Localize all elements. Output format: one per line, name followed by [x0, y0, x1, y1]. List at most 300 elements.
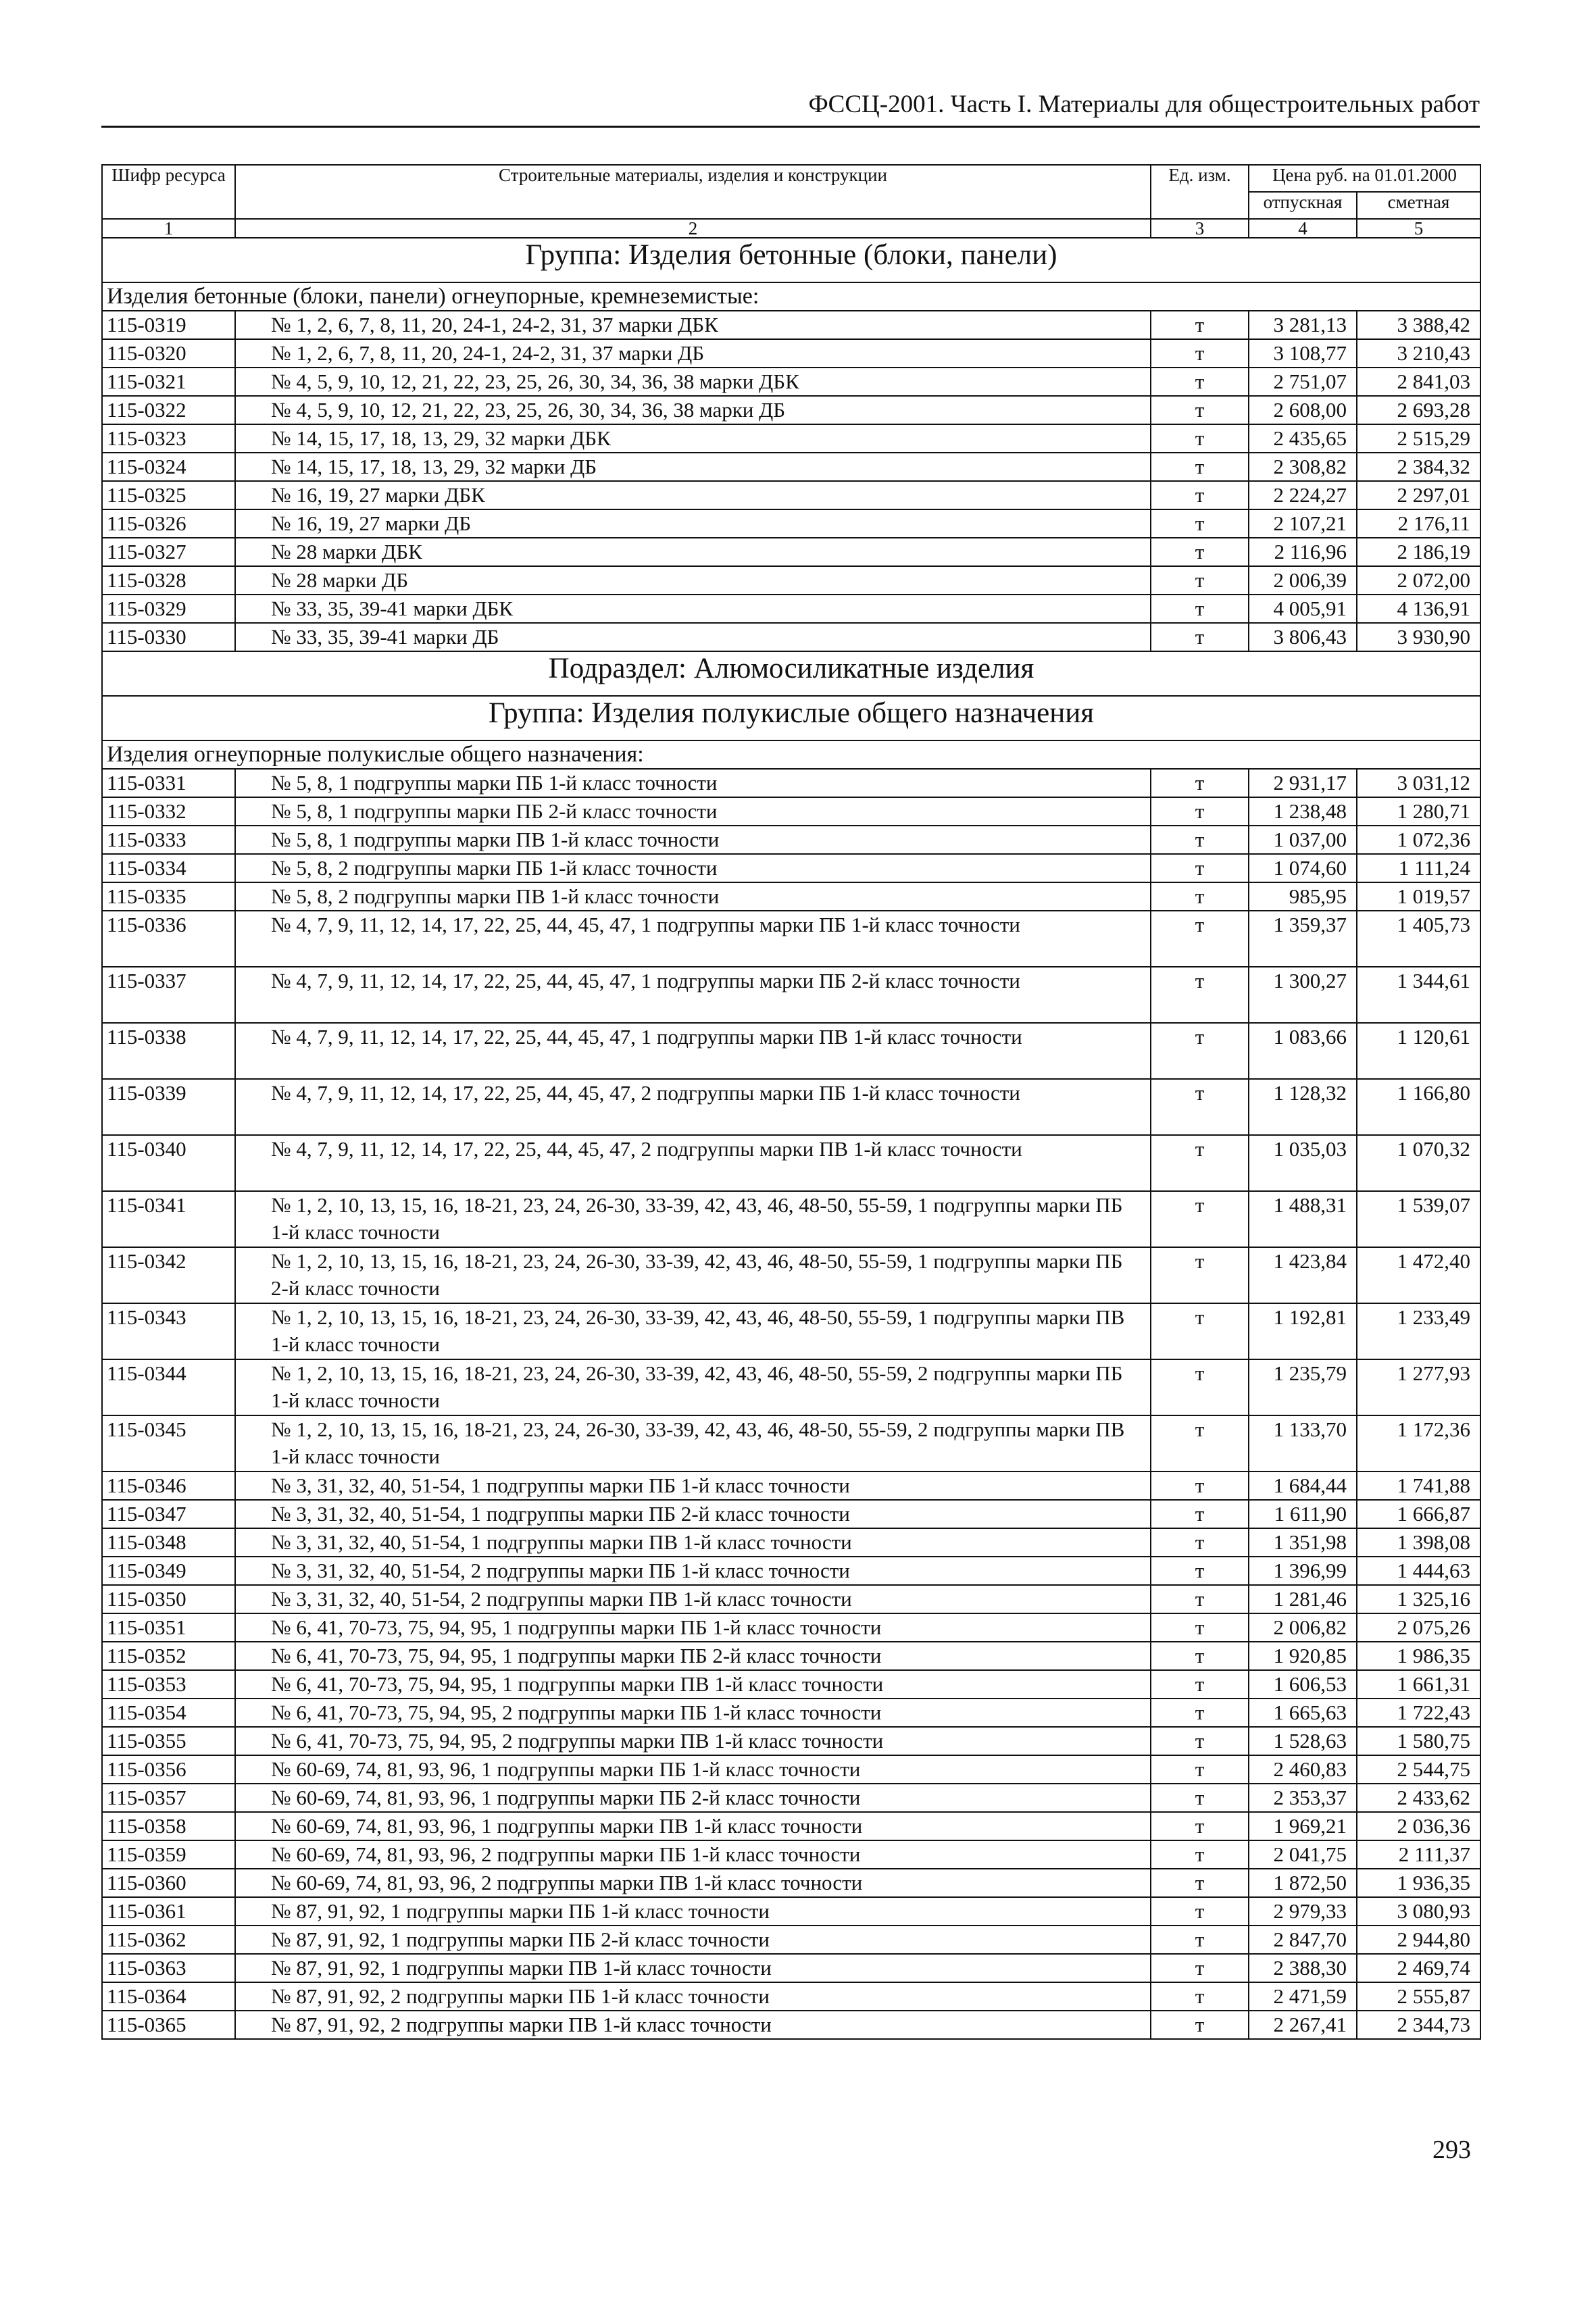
section2-head: [102, 651, 1480, 769]
resource-code: 115-0326: [102, 509, 235, 538]
resource-code: 115-0334: [102, 854, 235, 882]
material-name: № 4, 7, 9, 11, 12, 14, 17, 22, 25, 44, 45, 47, 1 подгруппы марки ПБ 1-й класс точности: [235, 911, 1151, 967]
estimate-price: 1 580,75: [1357, 1727, 1480, 1755]
estimate-price: 2 186,19: [1357, 538, 1480, 566]
header-rule: [101, 126, 1480, 128]
wholesale-price: 1 423,84: [1249, 1247, 1357, 1303]
material-name: № 60-69, 74, 81, 93, 96, 1 подгруппы марки ПБ 1-й класс точности: [235, 1755, 1151, 1784]
table-row: [102, 311, 1480, 339]
table-row: [102, 1926, 1480, 1954]
estimate-price: 2 384,32: [1357, 453, 1480, 481]
group-title-row: [102, 238, 1480, 282]
estimate-price: 2 176,11: [1357, 509, 1480, 538]
resource-code: 115-0346: [102, 1472, 235, 1500]
wholesale-price: 1 192,81: [1249, 1303, 1357, 1359]
material-name: № 4, 5, 9, 10, 12, 21, 22, 23, 25, 26, 30, 34, 36, 38 марки ДБ: [235, 396, 1151, 424]
resource-code: 115-0362: [102, 1926, 235, 1954]
estimate-price: 1 666,87: [1357, 1500, 1480, 1528]
material-name: № 16, 19, 27 марки ДБ: [235, 509, 1151, 538]
estimate-price: 2 555,87: [1357, 1982, 1480, 2011]
unit-cell: т: [1151, 1642, 1249, 1670]
resource-code: 115-0329: [102, 595, 235, 623]
table-row: [102, 1079, 1480, 1135]
unit-cell: т: [1151, 1079, 1249, 1135]
material-name: № 1, 2, 10, 13, 15, 16, 18-21, 23, 24, 26-30, 33-39, 42, 43, 46, 48-50, 55-59, 1 подгруппы марки ПБ 2-й класс точности: [235, 1247, 1151, 1303]
material-name: № 60-69, 74, 81, 93, 96, 1 подгруппы марки ПВ 1-й класс точности: [235, 1812, 1151, 1840]
running-header: ФССЦ-2001. Часть I. Материалы для общестроительных работ: [808, 91, 1480, 118]
wholesale-price: 1 074,60: [1249, 854, 1357, 882]
material-name: № 60-69, 74, 81, 93, 96, 1 подгруппы марки ПБ 2-й класс точности: [235, 1784, 1151, 1812]
subsection-title-row: [102, 651, 1480, 696]
resource-code: 115-0345: [102, 1415, 235, 1472]
wholesale-price: 2 931,17: [1249, 769, 1357, 797]
wholesale-price: 985,95: [1249, 882, 1357, 911]
table-row: [102, 1191, 1480, 1247]
estimate-price: 2 469,74: [1357, 1954, 1480, 1982]
column-number: 4: [1249, 219, 1357, 238]
wholesale-price: 1 684,44: [1249, 1472, 1357, 1500]
wholesale-price: 2 435,65: [1249, 424, 1357, 453]
wholesale-price: 2 006,82: [1249, 1613, 1357, 1642]
unit-cell: т: [1151, 1982, 1249, 2011]
section2-rows: [102, 769, 1480, 2039]
wholesale-price: 2 224,27: [1249, 481, 1357, 509]
table-row: [102, 424, 1480, 453]
unit-cell: т: [1151, 424, 1249, 453]
wholesale-price: 1 351,98: [1249, 1528, 1357, 1557]
material-name: № 1, 2, 10, 13, 15, 16, 18-21, 23, 24, 26-30, 33-39, 42, 43, 46, 48-50, 55-59, 2 подгруппы марки ПВ 1-й класс точности: [235, 1415, 1151, 1472]
table-row: [102, 1670, 1480, 1699]
unit-cell: т: [1151, 1557, 1249, 1585]
material-name: № 1, 2, 6, 7, 8, 11, 20, 24-1, 24-2, 31, 37 марки ДБ: [235, 339, 1151, 368]
resource-code: 115-0365: [102, 2011, 235, 2039]
unit-cell: т: [1151, 1135, 1249, 1191]
wholesale-price: 2 847,70: [1249, 1926, 1357, 1954]
estimate-price: 2 944,80: [1357, 1926, 1480, 1954]
material-name: № 60-69, 74, 81, 93, 96, 2 подгруппы марки ПБ 1-й класс точности: [235, 1840, 1151, 1869]
material-name: № 87, 91, 92, 2 подгруппы марки ПБ 1-й класс точности: [235, 1982, 1151, 2011]
unit-cell: т: [1151, 1670, 1249, 1699]
resource-code: 115-0349: [102, 1557, 235, 1585]
table-row: [102, 595, 1480, 623]
subsection-title: Подраздел: Алюмосиликатные изделия: [102, 651, 1480, 696]
resource-code: 115-0363: [102, 1954, 235, 1982]
material-name: № 87, 91, 92, 2 подгруппы марки ПВ 1-й класс точности: [235, 2011, 1151, 2039]
material-name: № 14, 15, 17, 18, 13, 29, 32 марки ДБ: [235, 453, 1151, 481]
column-number: 5: [1357, 219, 1480, 238]
material-name: № 4, 7, 9, 11, 12, 14, 17, 22, 25, 44, 45, 47, 1 подгруппы марки ПБ 2-й класс точности: [235, 967, 1151, 1023]
estimate-price: 3 080,93: [1357, 1897, 1480, 1926]
unit-cell: т: [1151, 1415, 1249, 1472]
unit-cell: т: [1151, 1812, 1249, 1840]
unit-cell: т: [1151, 1191, 1249, 1247]
wholesale-price: 1 488,31: [1249, 1191, 1357, 1247]
table-row: [102, 453, 1480, 481]
resource-code: 115-0330: [102, 623, 235, 651]
group-title: Группа: Изделия полукислые общего назначения: [102, 696, 1480, 740]
resource-code: 115-0358: [102, 1812, 235, 1840]
wholesale-price: 3 281,13: [1249, 311, 1357, 339]
estimate-price: 1 539,07: [1357, 1191, 1480, 1247]
material-name: № 87, 91, 92, 1 подгруппы марки ПВ 1-й класс точности: [235, 1954, 1151, 1982]
resource-code: 115-0354: [102, 1699, 235, 1727]
resource-code: 115-0364: [102, 1982, 235, 2011]
table-row: [102, 339, 1480, 368]
table-row: [102, 1840, 1480, 1869]
estimate-price: 1 019,57: [1357, 882, 1480, 911]
wholesale-price: 2 041,75: [1249, 1840, 1357, 1869]
wholesale-price: 1 665,63: [1249, 1699, 1357, 1727]
material-name: № 6, 41, 70-73, 75, 94, 95, 1 подгруппы марки ПБ 1-й класс точности: [235, 1613, 1151, 1642]
wholesale-price: 1 969,21: [1249, 1812, 1357, 1840]
material-name: № 5, 8, 1 подгруппы марки ПБ 2-й класс точности: [235, 797, 1151, 826]
material-name: № 1, 2, 6, 7, 8, 11, 20, 24-1, 24-2, 31, 37 марки ДБК: [235, 311, 1151, 339]
header-wholesale: отпускная: [1249, 192, 1357, 219]
material-name: № 3, 31, 32, 40, 51-54, 1 подгруппы марки ПБ 1-й класс точности: [235, 1472, 1151, 1500]
unit-cell: т: [1151, 481, 1249, 509]
unit-cell: т: [1151, 1247, 1249, 1303]
estimate-price: 1 166,80: [1357, 1079, 1480, 1135]
material-name: № 6, 41, 70-73, 75, 94, 95, 1 подгруппы марки ПВ 1-й класс точности: [235, 1670, 1151, 1699]
subtitle-row: [102, 740, 1480, 769]
material-name: № 6, 41, 70-73, 75, 94, 95, 2 подгруппы марки ПВ 1-й класс точности: [235, 1727, 1151, 1755]
unit-cell: т: [1151, 311, 1249, 339]
estimate-price: 1 444,63: [1357, 1557, 1480, 1585]
material-name: № 33, 35, 39-41 марки ДБК: [235, 595, 1151, 623]
table-row: [102, 1415, 1480, 1472]
table-row: [102, 1359, 1480, 1415]
estimate-price: 2 693,28: [1357, 396, 1480, 424]
estimate-price: 1 111,24: [1357, 854, 1480, 882]
estimate-price: 3 210,43: [1357, 339, 1480, 368]
table-row: [102, 1472, 1480, 1500]
wholesale-price: 1 872,50: [1249, 1869, 1357, 1897]
resource-code: 115-0353: [102, 1670, 235, 1699]
unit-cell: т: [1151, 1840, 1249, 1869]
resource-code: 115-0325: [102, 481, 235, 509]
table-row: [102, 797, 1480, 826]
group-title: Группа: Изделия бетонные (блоки, панели): [102, 238, 1480, 282]
wholesale-price: 2 608,00: [1249, 396, 1357, 424]
unit-cell: т: [1151, 882, 1249, 911]
unit-cell: т: [1151, 396, 1249, 424]
table-row: [102, 509, 1480, 538]
resource-code: 115-0351: [102, 1613, 235, 1642]
resource-code: 115-0337: [102, 967, 235, 1023]
wholesale-price: 1 606,53: [1249, 1670, 1357, 1699]
table-row: [102, 1247, 1480, 1303]
unit-cell: т: [1151, 538, 1249, 566]
resource-code: 115-0338: [102, 1023, 235, 1079]
wholesale-price: 1 300,27: [1249, 967, 1357, 1023]
column-number: 3: [1151, 219, 1249, 238]
wholesale-price: 2 460,83: [1249, 1755, 1357, 1784]
material-name: № 3, 31, 32, 40, 51-54, 2 подгруппы марки ПБ 1-й класс точности: [235, 1557, 1151, 1585]
resource-code: 115-0339: [102, 1079, 235, 1135]
estimate-price: 1 405,73: [1357, 911, 1480, 967]
estimate-price: 1 280,71: [1357, 797, 1480, 826]
header-name: Строительные материалы, изделия и конструкции: [235, 165, 1151, 219]
unit-cell: т: [1151, 1613, 1249, 1642]
estimate-price: 1 344,61: [1357, 967, 1480, 1023]
estimate-price: 1 986,35: [1357, 1642, 1480, 1670]
wholesale-price: 1 128,32: [1249, 1079, 1357, 1135]
table-row: [102, 1727, 1480, 1755]
resource-code: 115-0350: [102, 1585, 235, 1613]
unit-cell: т: [1151, 566, 1249, 595]
wholesale-price: 2 353,37: [1249, 1784, 1357, 1812]
table-row: [102, 1023, 1480, 1079]
estimate-price: 3 031,12: [1357, 769, 1480, 797]
estimate-price: 2 515,29: [1357, 424, 1480, 453]
table-row: [102, 882, 1480, 911]
unit-cell: т: [1151, 1359, 1249, 1415]
table-row: [102, 538, 1480, 566]
estimate-price: 3 388,42: [1357, 311, 1480, 339]
table-row: [102, 1642, 1480, 1670]
table-header-row: [102, 165, 1480, 192]
table-row: [102, 1135, 1480, 1191]
estimate-price: 4 136,91: [1357, 595, 1480, 623]
estimate-price: 2 036,36: [1357, 1812, 1480, 1840]
unit-cell: т: [1151, 1755, 1249, 1784]
resource-code: 115-0319: [102, 311, 235, 339]
estimate-price: 1 172,36: [1357, 1415, 1480, 1472]
wholesale-price: 1 037,00: [1249, 826, 1357, 854]
resource-code: 115-0343: [102, 1303, 235, 1359]
header-code: Шифр ресурса: [102, 165, 235, 219]
column-number: 2: [235, 219, 1151, 238]
table-row: [102, 1869, 1480, 1897]
wholesale-price: 1 359,37: [1249, 911, 1357, 967]
table-row: [102, 1585, 1480, 1613]
unit-cell: т: [1151, 1926, 1249, 1954]
unit-cell: т: [1151, 769, 1249, 797]
unit-cell: т: [1151, 595, 1249, 623]
unit-cell: т: [1151, 1784, 1249, 1812]
estimate-price: 2 075,26: [1357, 1613, 1480, 1642]
wholesale-price: 1 083,66: [1249, 1023, 1357, 1079]
estimate-price: 2 111,37: [1357, 1840, 1480, 1869]
resource-code: 115-0347: [102, 1500, 235, 1528]
material-name: № 4, 7, 9, 11, 12, 14, 17, 22, 25, 44, 45, 47, 1 подгруппы марки ПВ 1-й класс точности: [235, 1023, 1151, 1079]
estimate-price: 1 722,43: [1357, 1699, 1480, 1727]
material-name: № 87, 91, 92, 1 подгруппы марки ПБ 1-й класс точности: [235, 1897, 1151, 1926]
estimate-price: 1 661,31: [1357, 1670, 1480, 1699]
resource-code: 115-0328: [102, 566, 235, 595]
unit-cell: т: [1151, 1023, 1249, 1079]
resource-code: 115-0324: [102, 453, 235, 481]
material-name: № 28 марки ДБК: [235, 538, 1151, 566]
wholesale-price: 1 133,70: [1249, 1415, 1357, 1472]
resource-code: 115-0332: [102, 797, 235, 826]
unit-cell: т: [1151, 1727, 1249, 1755]
subtitle-row: [102, 282, 1480, 311]
unit-cell: т: [1151, 1472, 1249, 1500]
resource-code: 115-0320: [102, 339, 235, 368]
table-row: [102, 481, 1480, 509]
wholesale-price: 1 396,99: [1249, 1557, 1357, 1585]
resource-code: 115-0355: [102, 1727, 235, 1755]
wholesale-price: 2 107,21: [1249, 509, 1357, 538]
material-name: № 14, 15, 17, 18, 13, 29, 32 марки ДБК: [235, 424, 1151, 453]
wholesale-price: 1 238,48: [1249, 797, 1357, 826]
table-row: [102, 1303, 1480, 1359]
material-name: № 3, 31, 32, 40, 51-54, 1 подгруппы марки ПБ 2-й класс точности: [235, 1500, 1151, 1528]
column-number-row: [102, 219, 1480, 238]
estimate-price: 1 325,16: [1357, 1585, 1480, 1613]
table-row: [102, 623, 1480, 651]
material-name: № 1, 2, 10, 13, 15, 16, 18-21, 23, 24, 26-30, 33-39, 42, 43, 46, 48-50, 55-59, 1 подгруппы марки ПБ 1-й класс точности: [235, 1191, 1151, 1247]
price-table: [101, 164, 1481, 2040]
page-number: 293: [1432, 2136, 1471, 2164]
wholesale-price: 2 116,96: [1249, 538, 1357, 566]
unit-cell: т: [1151, 1585, 1249, 1613]
unit-cell: т: [1151, 911, 1249, 967]
material-name: № 6, 41, 70-73, 75, 94, 95, 1 подгруппы марки ПБ 2-й класс точности: [235, 1642, 1151, 1670]
unit-cell: т: [1151, 967, 1249, 1023]
wholesale-price: 2 471,59: [1249, 1982, 1357, 2011]
estimate-price: 2 297,01: [1357, 481, 1480, 509]
wholesale-price: 2 308,82: [1249, 453, 1357, 481]
material-name: № 33, 35, 39-41 марки ДБ: [235, 623, 1151, 651]
wholesale-price: 4 005,91: [1249, 595, 1357, 623]
unit-cell: т: [1151, 623, 1249, 651]
estimate-price: 2 344,73: [1357, 2011, 1480, 2039]
material-name: № 5, 8, 1 подгруппы марки ПВ 1-й класс точности: [235, 826, 1151, 854]
material-name: № 1, 2, 10, 13, 15, 16, 18-21, 23, 24, 26-30, 33-39, 42, 43, 46, 48-50, 55-59, 1 подгруппы марки ПВ 1-й класс точности: [235, 1303, 1151, 1359]
unit-cell: т: [1151, 1897, 1249, 1926]
resource-code: 115-0352: [102, 1642, 235, 1670]
table-row: [102, 967, 1480, 1023]
material-name: № 3, 31, 32, 40, 51-54, 2 подгруппы марки ПВ 1-й класс точности: [235, 1585, 1151, 1613]
wholesale-price: 1 611,90: [1249, 1500, 1357, 1528]
resource-code: 115-0342: [102, 1247, 235, 1303]
unit-cell: т: [1151, 1303, 1249, 1359]
material-name: № 1, 2, 10, 13, 15, 16, 18-21, 23, 24, 26-30, 33-39, 42, 43, 46, 48-50, 55-59, 2 подгруппы марки ПБ 1-й класс точности: [235, 1359, 1151, 1415]
material-name: № 28 марки ДБ: [235, 566, 1151, 595]
estimate-price: 3 930,90: [1357, 623, 1480, 651]
table-row: [102, 1613, 1480, 1642]
resource-code: 115-0331: [102, 769, 235, 797]
estimate-price: 2 544,75: [1357, 1755, 1480, 1784]
unit-cell: т: [1151, 1869, 1249, 1897]
resource-code: 115-0356: [102, 1755, 235, 1784]
estimate-price: 1 233,49: [1357, 1303, 1480, 1359]
table-row: [102, 1784, 1480, 1812]
material-name: № 3, 31, 32, 40, 51-54, 1 подгруппы марки ПВ 1-й класс точности: [235, 1528, 1151, 1557]
estimate-price: 1 070,32: [1357, 1135, 1480, 1191]
table-row: [102, 566, 1480, 595]
resource-code: 115-0348: [102, 1528, 235, 1557]
wholesale-price: 2 388,30: [1249, 1954, 1357, 1982]
table-row: [102, 1557, 1480, 1585]
header-estimate: сметная: [1357, 192, 1480, 219]
table-row: [102, 1755, 1480, 1784]
resource-code: 115-0360: [102, 1869, 235, 1897]
group-title-row: [102, 696, 1480, 740]
table-row: [102, 1812, 1480, 1840]
unit-cell: т: [1151, 453, 1249, 481]
estimate-price: 1 741,88: [1357, 1472, 1480, 1500]
material-name: № 4, 7, 9, 11, 12, 14, 17, 22, 25, 44, 45, 47, 2 подгруппы марки ПБ 1-й класс точности: [235, 1079, 1151, 1135]
resource-code: 115-0336: [102, 911, 235, 967]
table-row: [102, 826, 1480, 854]
resource-code: 115-0359: [102, 1840, 235, 1869]
table-body: [102, 165, 1480, 311]
estimate-price: 1 120,61: [1357, 1023, 1480, 1079]
wholesale-price: 2 267,41: [1249, 2011, 1357, 2039]
wholesale-price: 1 035,03: [1249, 1135, 1357, 1191]
material-name: № 4, 5, 9, 10, 12, 21, 22, 23, 25, 26, 30, 34, 36, 38 марки ДБК: [235, 368, 1151, 396]
resource-code: 115-0321: [102, 368, 235, 396]
estimate-price: 2 072,00: [1357, 566, 1480, 595]
resource-code: 115-0357: [102, 1784, 235, 1812]
table-row: [102, 1982, 1480, 2011]
estimate-price: 1 072,36: [1357, 826, 1480, 854]
resource-code: 115-0340: [102, 1135, 235, 1191]
column-number: 1: [102, 219, 235, 238]
unit-cell: т: [1151, 2011, 1249, 2039]
material-name: № 5, 8, 2 подгруппы марки ПВ 1-й класс точности: [235, 882, 1151, 911]
table-row: [102, 1954, 1480, 1982]
material-name: № 60-69, 74, 81, 93, 96, 2 подгруппы марки ПВ 1-й класс точности: [235, 1869, 1151, 1897]
table-row: [102, 1897, 1480, 1926]
unit-cell: т: [1151, 1954, 1249, 1982]
unit-cell: т: [1151, 1500, 1249, 1528]
table-row: [102, 1699, 1480, 1727]
table-row: [102, 911, 1480, 967]
header-price: Цена руб. на 01.01.2000: [1249, 165, 1480, 192]
wholesale-price: 2 006,39: [1249, 566, 1357, 595]
material-name: № 5, 8, 1 подгруппы марки ПБ 1-й класс точности: [235, 769, 1151, 797]
resource-code: 115-0344: [102, 1359, 235, 1415]
estimate-price: 1 398,08: [1357, 1528, 1480, 1557]
group-subtitle: Изделия огнеупорные полукислые общего назначения:: [102, 740, 1480, 769]
unit-cell: т: [1151, 368, 1249, 396]
unit-cell: т: [1151, 339, 1249, 368]
group-subtitle: Изделия бетонные (блоки, панели) огнеупорные, кремнеземистые:: [102, 282, 1480, 311]
resource-code: 115-0322: [102, 396, 235, 424]
estimate-price: 1 277,93: [1357, 1359, 1480, 1415]
unit-cell: т: [1151, 1528, 1249, 1557]
wholesale-price: 2 751,07: [1249, 368, 1357, 396]
wholesale-price: 1 920,85: [1249, 1642, 1357, 1670]
estimate-price: 1 472,40: [1357, 1247, 1480, 1303]
section1-rows: [102, 311, 1480, 651]
resource-code: 115-0341: [102, 1191, 235, 1247]
unit-cell: т: [1151, 1699, 1249, 1727]
material-name: № 87, 91, 92, 1 подгруппы марки ПБ 2-й класс точности: [235, 1926, 1151, 1954]
wholesale-price: 3 806,43: [1249, 623, 1357, 651]
unit-cell: т: [1151, 854, 1249, 882]
resource-code: 115-0323: [102, 424, 235, 453]
unit-cell: т: [1151, 826, 1249, 854]
estimate-price: 2 433,62: [1357, 1784, 1480, 1812]
table-row: [102, 396, 1480, 424]
estimate-price: 1 936,35: [1357, 1869, 1480, 1897]
table-row: [102, 2011, 1480, 2039]
wholesale-price: 3 108,77: [1249, 339, 1357, 368]
unit-cell: т: [1151, 797, 1249, 826]
table-row: [102, 769, 1480, 797]
table-row: [102, 1528, 1480, 1557]
table-row: [102, 854, 1480, 882]
wholesale-price: 1 528,63: [1249, 1727, 1357, 1755]
table-row: [102, 1500, 1480, 1528]
wholesale-price: 2 979,33: [1249, 1897, 1357, 1926]
estimate-price: 2 841,03: [1357, 368, 1480, 396]
